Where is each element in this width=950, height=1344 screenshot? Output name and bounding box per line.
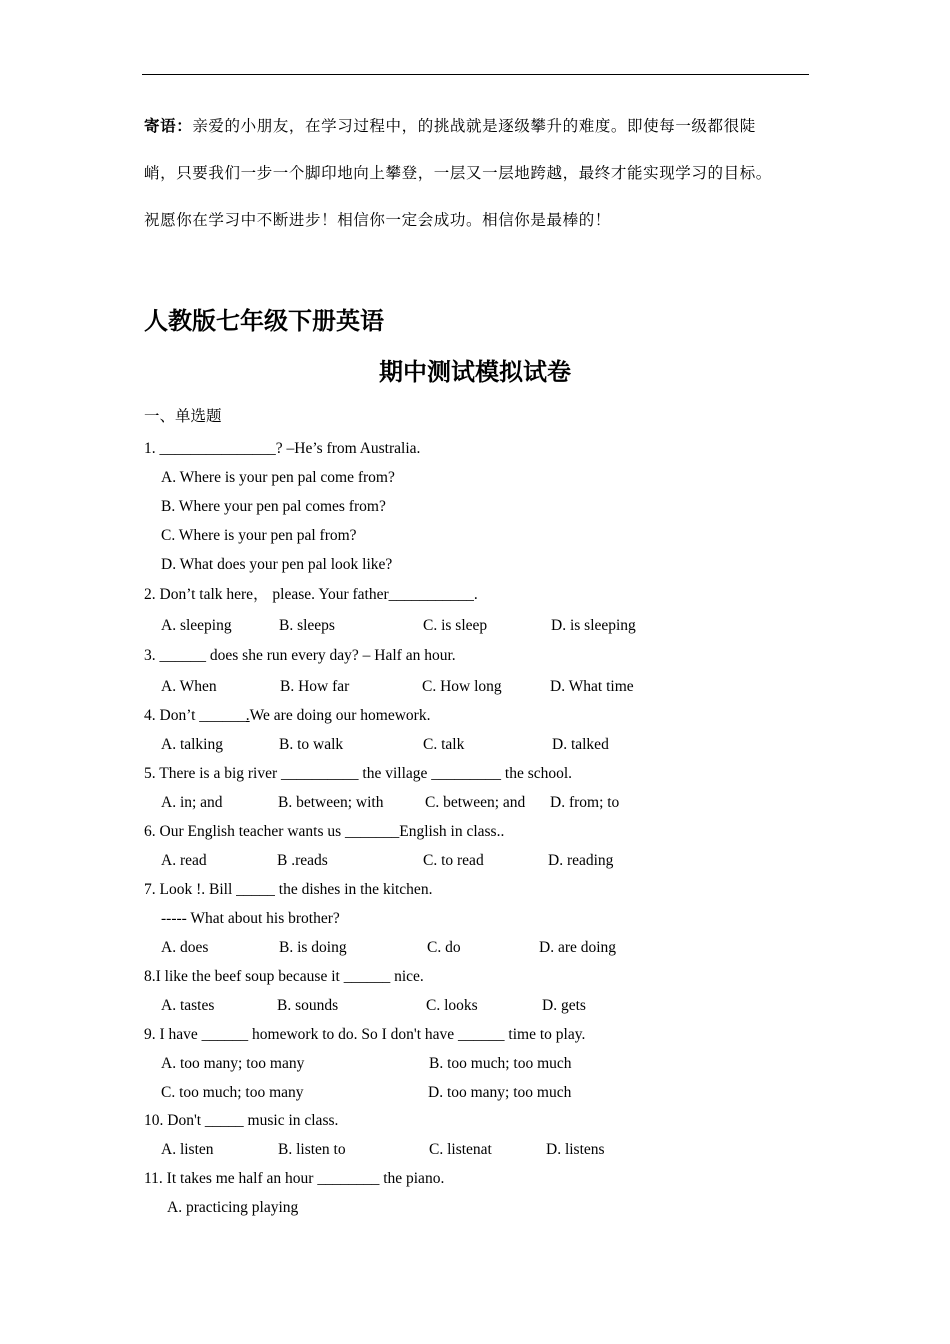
header-rule [142,74,809,75]
q3-option-b: B. How far [280,678,350,695]
q9-option-a: A. too many; too many [161,1055,305,1072]
q4-blank: ______ [199,707,246,724]
q4-option-a: A. talking [161,736,223,753]
q1-option-b: B. Where your pen pal comes from? [161,498,386,515]
question-6: 6. Our English teacher wants us _______English in class.. [144,823,505,840]
q8-option-a: A. tastes [161,997,215,1014]
q9-option-b: B. too much; too much [429,1055,572,1072]
q2-option-a: A. sleeping [161,617,232,634]
question-10: 10. Don't _____ music in class. [144,1112,339,1129]
q8-option-d: D. gets [542,997,586,1014]
q1-option-a: A. Where is your pen pal come from? [161,469,395,486]
q10-option-a: A. listen [161,1141,214,1158]
document-title: 人教版七年级下册英语 [144,309,384,335]
q6-option-b: B .reads [277,852,328,869]
q6-option-c: C. to read [423,852,484,869]
q4-option-b: B. to walk [279,736,344,753]
q8-option-b: B. sounds [277,997,339,1014]
question-9: 9. I have ______ homework to do. So I don't have ______ time to play. [144,1026,586,1043]
q3-option-c: C. How long [422,678,502,695]
q4-stem-end: We are doing our homework. [249,707,431,724]
q2-option-b: B. sleeps [279,617,335,634]
q4-blank-dot: . [245,707,250,724]
question-7: 7. Look !. Bill _____ the dishes in the kitchen. [144,881,433,898]
q6-option-d: D. reading [548,852,614,869]
q5-option-c: C. between; and [425,794,526,811]
q5-option-d: D. from; to [550,794,620,811]
q7-followup: ----- What about his brother? [161,910,340,927]
q3-option-a: A. When [161,678,217,695]
q10-option-d: D. listens [546,1141,605,1158]
q1-option-c: C. Where is your pen pal from? [161,527,357,544]
q1-option-d: D. What does your pen pal look like? [161,556,393,573]
q7-option-c: C. do [427,939,461,956]
q5-option-b: B. between; with [278,794,384,811]
q9-option-c: C. too much; too many [161,1084,304,1101]
question-8: 8.I like the beef soup because it ______ nice. [144,968,424,985]
q8-option-c: C. looks [426,997,478,1014]
question-2: 2. Don’t talk here， please. Your father___________. [144,586,478,603]
note-line-2: 峭，只要我们一步一个脚印地向上攀登，一层又一层地跨越，最终才能实现学习的目标。 [144,165,772,182]
q2-option-c: C. is sleep [423,617,488,634]
q5-option-a: A. in; and [161,794,223,811]
note-text-1: 亲爱的小朋友，在学习过程中，的挑战就是逐级攀升的难度。即使每一级都很陡 [192,118,756,135]
q10-option-b: B. listen to [278,1141,346,1158]
question-3: 3. ______ does she run every day? – Half an hour. [144,647,456,664]
q3-option-d: D. What time [550,678,634,695]
section-heading: 一、单选题 [144,408,222,425]
q7-option-d: D. are doing [539,939,617,956]
question-11: 11. It takes me half an hour ________ the piano. [144,1170,445,1187]
document-subtitle: 期中测试模拟试卷 [379,360,571,386]
note-label: 寄语： [144,118,193,135]
question-5: 5. There is a big river __________ the village _________ the school. [144,765,573,782]
q6-option-a: A. read [161,852,207,869]
question-1: 1. _______________? –He’s from Australia. [144,440,421,457]
q11-option-a: A. practicing playing [167,1199,299,1216]
q9-option-d: D. too many; too much [428,1084,572,1101]
note-line-1 [144,117,814,137]
q10-option-c: C. listenat [429,1141,492,1158]
question-4 [144,706,430,726]
q2-option-d: D. is sleeping [551,617,636,634]
note-line-3: 祝愿你在学习中不断进步！相信你一定会成功。相信你是最棒的！ [144,212,611,229]
q4-option-c: C. talk [423,736,465,753]
q4-stem-start: 4. Don’t [144,707,200,724]
q7-option-b: B. is doing [279,939,347,956]
q7-option-a: A. does [161,939,209,956]
q4-option-d: D. talked [552,736,609,753]
